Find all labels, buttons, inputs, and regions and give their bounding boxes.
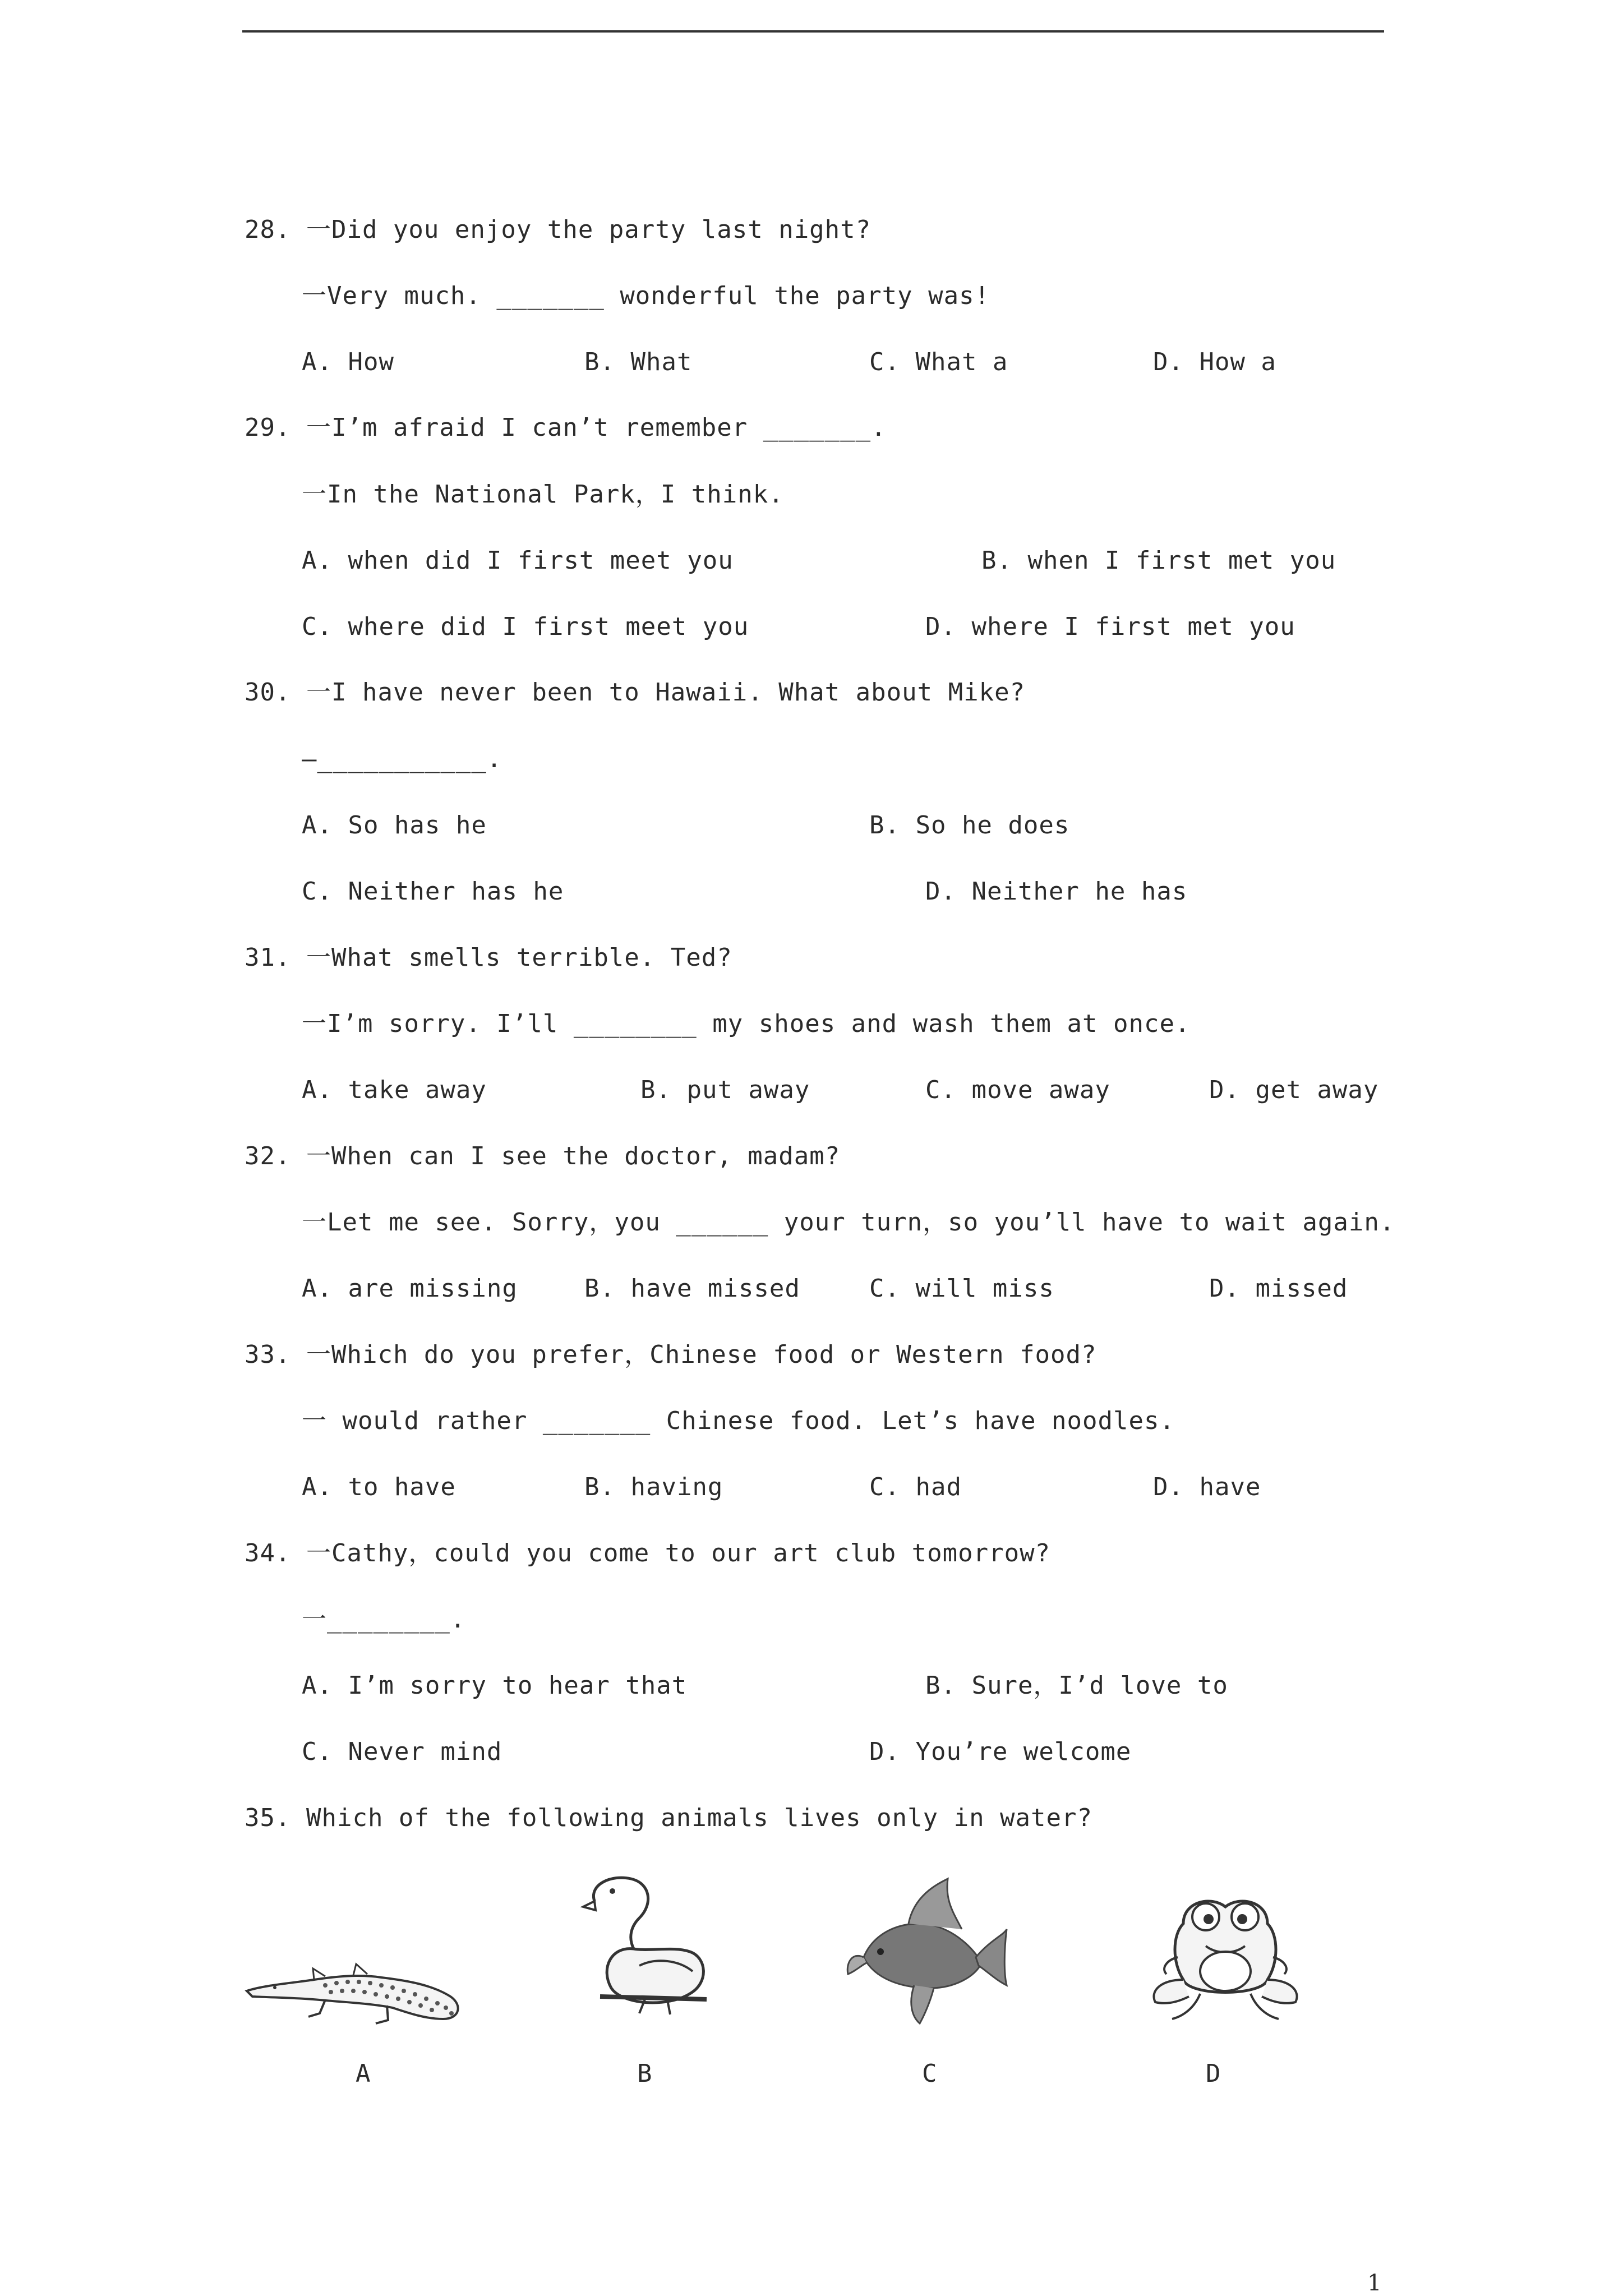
q31-option-c[interactable]: C. move away (925, 1076, 1110, 1104)
q31-option-a[interactable]: A. take away (302, 1076, 487, 1104)
q31-reply: 一I’m sorry. I’ll ________ my shoes and wash them at once. (302, 1009, 1191, 1038)
q33-option-d[interactable]: D. have (1153, 1473, 1261, 1501)
q32-option-a[interactable]: A. are missing (302, 1274, 518, 1303)
q32-reply: 一Let me see. Sorry，you ______ your turn，so you’ll have to wait again. (302, 1208, 1395, 1237)
q30-reply: —___________. (302, 745, 502, 773)
frog-icon[interactable] (1144, 1890, 1307, 2030)
q33-option-b[interactable]: B. having (584, 1473, 723, 1501)
q29-option-d[interactable]: D. where I first met you (925, 612, 1295, 641)
q30-option-d[interactable]: D. Neither he has (925, 877, 1188, 906)
q32-option-d[interactable]: D. missed (1209, 1274, 1348, 1303)
q34-option-d[interactable]: D. You’re welcome (869, 1737, 1132, 1766)
q32-option-c[interactable]: C. will miss (869, 1274, 1054, 1303)
q34-option-b[interactable]: B. Sure，I’d love to (925, 1671, 1228, 1700)
q29-option-b[interactable]: B. when I first met you (981, 546, 1336, 575)
q30-stem: 30. 一I have never been to Hawaii. What about Mike? (245, 678, 1026, 707)
crocodile-icon[interactable] (241, 1929, 465, 2030)
duck-icon[interactable] (578, 1873, 723, 2025)
q28-option-a[interactable]: A. How (302, 348, 394, 376)
q33-reply: 一 would rather _______ Chinese food. Let’s have noodles. (302, 1407, 1175, 1435)
picture-a-label: A (356, 2059, 371, 2088)
q28-option-b[interactable]: B. What (584, 348, 693, 376)
q32-stem: 32. 一When can I see the doctor, madam? (245, 1142, 841, 1170)
q33-stem: 33. 一Which do you prefer，Chinese food or Western food? (245, 1340, 1097, 1369)
q30-option-b[interactable]: B. So he does (869, 811, 1070, 840)
q33-option-c[interactable]: C. had (869, 1473, 962, 1501)
q30-option-c[interactable]: C. Neither has he (302, 877, 564, 906)
q29-option-c[interactable]: C. where did I first meet you (302, 612, 749, 641)
q28-reply: 一Very much. _______ wonderful the party was! (302, 282, 990, 310)
q28-option-c[interactable]: C. What a (869, 348, 1008, 376)
q29-reply: 一In the National Park，I think. (302, 480, 784, 509)
q34-option-c[interactable]: C. Never mind (302, 1737, 502, 1766)
q33-option-a[interactable]: A. to have (302, 1473, 456, 1501)
picture-d-label: D (1206, 2059, 1221, 2088)
q31-option-b[interactable]: B. put away (640, 1076, 810, 1104)
q28-option-d[interactable]: D. How a (1153, 348, 1276, 376)
q32-option-b[interactable]: B. have missed (584, 1274, 800, 1303)
fish-icon[interactable] (841, 1873, 1009, 2025)
q31-stem: 31. 一What smells terrible. Ted? (245, 943, 732, 972)
q28-stem: 28. 一Did you enjoy the party last night? (245, 215, 872, 244)
q34-stem: 34. 一Cathy，could you come to our art club tomorrow? (245, 1539, 1051, 1567)
q30-option-a[interactable]: A. So has he (302, 811, 487, 840)
q34-option-a[interactable]: A. I’m sorry to hear that (302, 1671, 688, 1700)
q35-stem: 35. Which of the following animals lives only in water? (245, 1804, 1092, 1832)
q31-option-d[interactable]: D. get away (1209, 1076, 1379, 1104)
header-rule (242, 30, 1384, 33)
picture-c-label: C (922, 2059, 937, 2088)
q29-option-a[interactable]: A. when did I first meet you (302, 546, 734, 575)
page-number: 1 (1367, 2270, 1382, 2296)
picture-b-label: B (637, 2059, 652, 2088)
q34-reply: 一________. (302, 1605, 466, 1634)
q29-stem: 29. 一I’m afraid I can’t remember _______. (245, 413, 887, 442)
